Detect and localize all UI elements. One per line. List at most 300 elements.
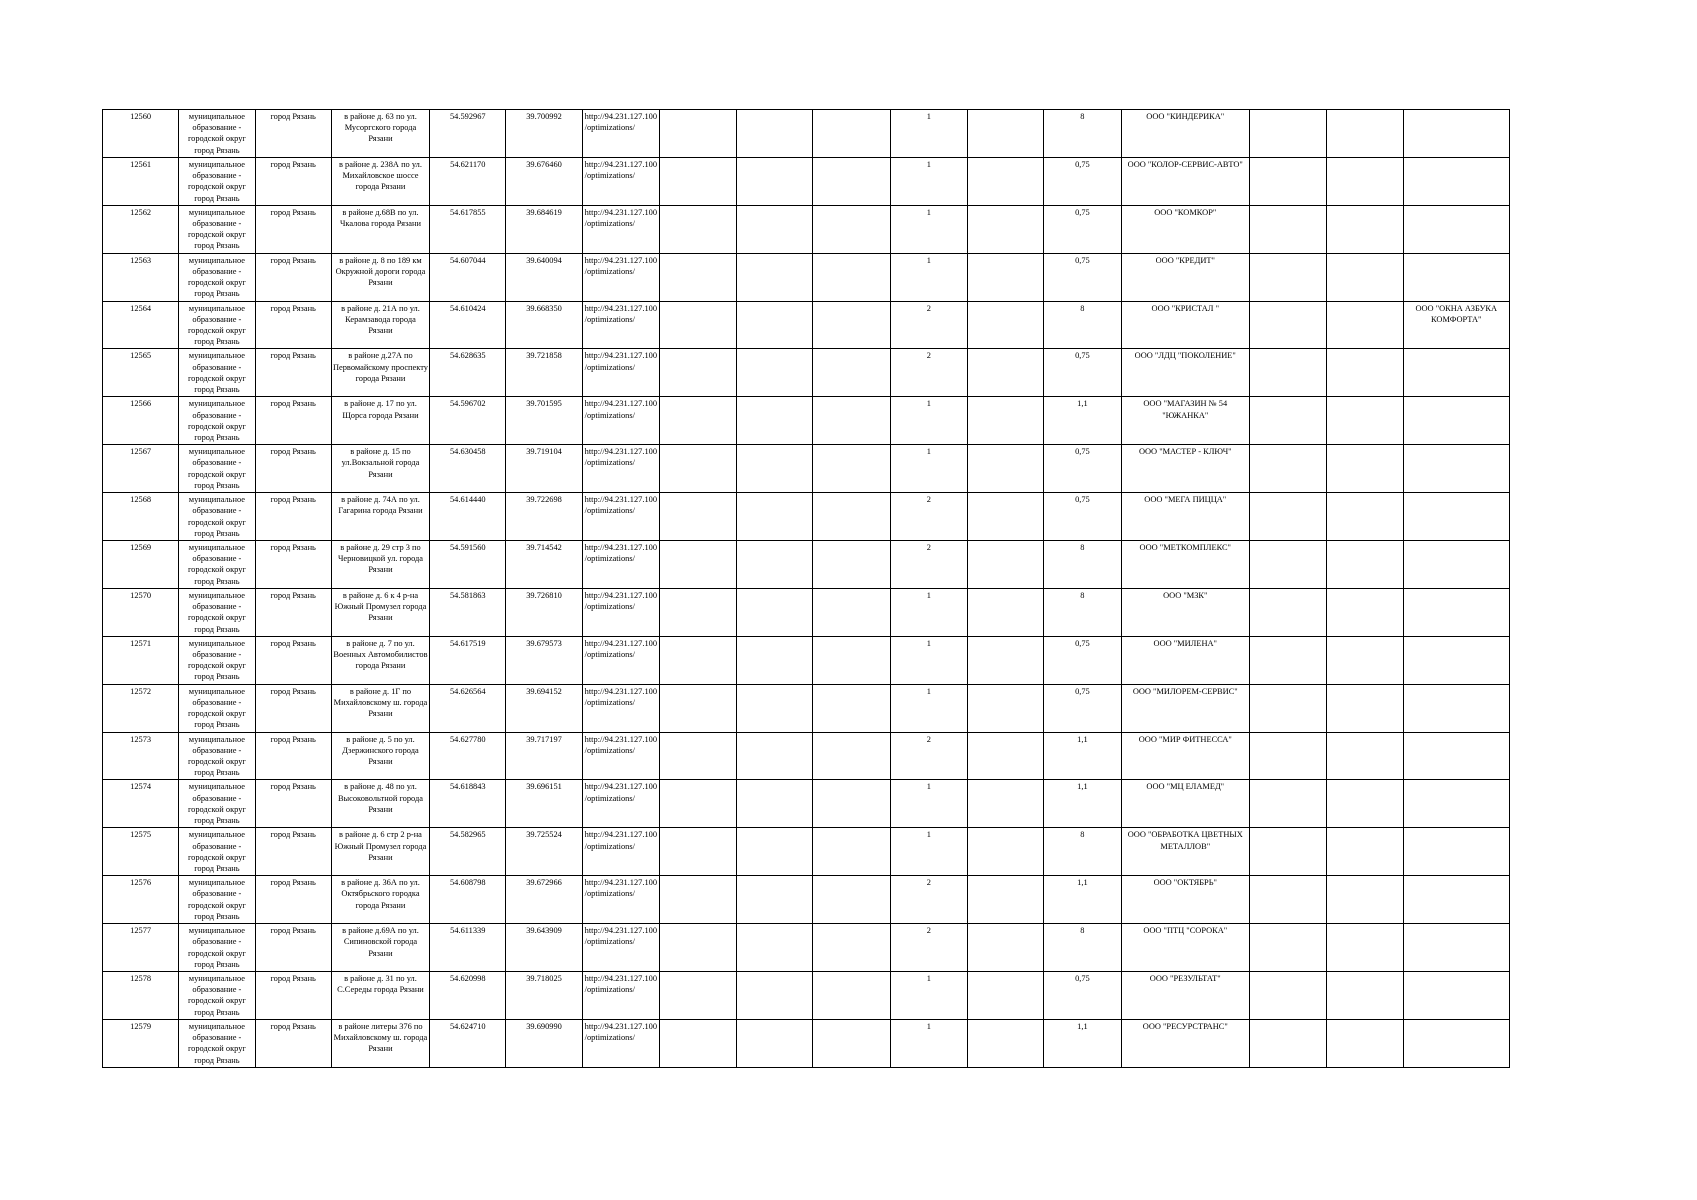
empty-cell (813, 157, 890, 205)
empty-cell (737, 253, 813, 301)
latitude-cell: 54.624710 (430, 1019, 506, 1067)
additional-organization-cell (1403, 780, 1509, 828)
empty-cell (813, 110, 890, 158)
municipality-cell: муниципальное образование - городской округ город Рязань (179, 684, 255, 732)
url-cell: http://94.231.127.100/optimizations/ (582, 732, 659, 780)
volume-cell: 8 (1044, 541, 1121, 589)
empty-cell (968, 924, 1044, 972)
table-row (103, 397, 1510, 445)
municipality-cell: муниципальное образование - городской округ город Рязань (179, 253, 255, 301)
empty-cell (968, 110, 1044, 158)
row-id-cell: 12573 (103, 732, 179, 780)
empty-cell (1327, 636, 1403, 684)
empty-cell (968, 493, 1044, 541)
row-id-cell: 12568 (103, 493, 179, 541)
latitude-cell: 54.592967 (430, 110, 506, 158)
organization-cell: ООО "МИЛОРЕМ-СЕРВИС" (1121, 684, 1249, 732)
longitude-cell: 39.684619 (506, 205, 582, 253)
latitude-cell: 54.596702 (430, 397, 506, 445)
address-cell: в районе д. 1Г по Михайловскому ш. города Рязани (331, 684, 429, 732)
city-cell: город Рязань (255, 157, 331, 205)
url-cell: http://94.231.127.100/optimizations/ (582, 636, 659, 684)
empty-cell (737, 541, 813, 589)
table-row (103, 972, 1510, 1020)
address-cell: в районе д.69А по ул. Сипиновской города Рязани (331, 924, 429, 972)
municipality-cell: муниципальное образование - городской округ город Рязань (179, 780, 255, 828)
address-cell: в районе д. 6 к 4 р-на Южный Промузел города Рязани (331, 588, 429, 636)
empty-cell (813, 972, 890, 1020)
address-cell: в районе д. 17 по ул. Щорса города Рязани (331, 397, 429, 445)
city-cell: город Рязань (255, 972, 331, 1020)
row-id-cell: 12565 (103, 349, 179, 397)
container-count-cell: 1 (890, 588, 967, 636)
volume-cell: 8 (1044, 828, 1121, 876)
empty-cell (1327, 397, 1403, 445)
empty-cell (1249, 684, 1326, 732)
empty-cell (737, 493, 813, 541)
municipality-cell: муниципальное образование - городской округ город Рязань (179, 636, 255, 684)
empty-cell (813, 1019, 890, 1067)
city-cell: город Рязань (255, 541, 331, 589)
empty-cell (1249, 972, 1326, 1020)
longitude-cell: 39.694152 (506, 684, 582, 732)
container-count-cell: 2 (890, 876, 967, 924)
municipality-cell: муниципальное образование - городской округ город Рязань (179, 445, 255, 493)
organization-cell: ООО "ЛДЦ "ПОКОЛЕНИЕ" (1121, 349, 1249, 397)
empty-cell (659, 684, 736, 732)
empty-cell (1327, 876, 1403, 924)
longitude-cell: 39.690990 (506, 1019, 582, 1067)
organization-cell: ООО "ОБРАБОТКА ЦВЕТНЫХ МЕТАЛЛОВ" (1121, 828, 1249, 876)
address-cell: в районе д. 8 по 189 км Окружной дороги города Рязани (331, 253, 429, 301)
empty-cell (737, 924, 813, 972)
table-row (103, 684, 1510, 732)
empty-cell (659, 110, 736, 158)
row-id-cell: 12560 (103, 110, 179, 158)
latitude-cell: 54.591560 (430, 541, 506, 589)
row-id-cell: 12563 (103, 253, 179, 301)
empty-cell (1327, 110, 1403, 158)
volume-cell: 0,75 (1044, 157, 1121, 205)
volume-cell: 0,75 (1044, 493, 1121, 541)
longitude-cell: 39.701595 (506, 397, 582, 445)
municipality-cell: муниципальное образование - городской округ город Рязань (179, 972, 255, 1020)
url-cell: http://94.231.127.100/optimizations/ (582, 972, 659, 1020)
address-cell: в районе д.27А по Первомайскому проспекту города Рязани (331, 349, 429, 397)
latitude-cell: 54.608798 (430, 876, 506, 924)
additional-organization-cell (1403, 732, 1509, 780)
empty-cell (968, 205, 1044, 253)
latitude-cell: 54.627780 (430, 732, 506, 780)
municipality-cell: муниципальное образование - городской округ город Рязань (179, 301, 255, 349)
empty-cell (968, 636, 1044, 684)
municipality-cell: муниципальное образование - городской округ город Рязань (179, 588, 255, 636)
empty-cell (737, 588, 813, 636)
latitude-cell: 54.617855 (430, 205, 506, 253)
longitude-cell: 39.714542 (506, 541, 582, 589)
row-id-cell: 12576 (103, 876, 179, 924)
empty-cell (737, 684, 813, 732)
empty-cell (659, 972, 736, 1020)
url-cell: http://94.231.127.100/optimizations/ (582, 924, 659, 972)
longitude-cell: 39.721858 (506, 349, 582, 397)
volume-cell: 1,1 (1044, 876, 1121, 924)
longitude-cell: 39.718025 (506, 972, 582, 1020)
table-row (103, 588, 1510, 636)
url-cell: http://94.231.127.100/optimizations/ (582, 541, 659, 589)
empty-cell (968, 876, 1044, 924)
row-id-cell: 12570 (103, 588, 179, 636)
longitude-cell: 39.717197 (506, 732, 582, 780)
empty-cell (737, 828, 813, 876)
empty-cell (659, 588, 736, 636)
empty-cell (737, 301, 813, 349)
row-id-cell: 12572 (103, 684, 179, 732)
organization-cell: ООО "КИНДЕРИКА" (1121, 110, 1249, 158)
container-count-cell: 2 (890, 732, 967, 780)
volume-cell: 8 (1044, 301, 1121, 349)
empty-cell (968, 828, 1044, 876)
empty-cell (737, 732, 813, 780)
row-id-cell: 12562 (103, 205, 179, 253)
organization-cell: ООО "МЕГА ПИЦЦА" (1121, 493, 1249, 541)
city-cell: город Рязань (255, 924, 331, 972)
organization-cell: ООО "РЕЗУЛЬТАТ" (1121, 972, 1249, 1020)
table-row (103, 780, 1510, 828)
additional-organization-cell (1403, 636, 1509, 684)
city-cell: город Рязань (255, 205, 331, 253)
empty-cell (968, 684, 1044, 732)
table-row (103, 301, 1510, 349)
empty-cell (659, 493, 736, 541)
url-cell: http://94.231.127.100/optimizations/ (582, 157, 659, 205)
latitude-cell: 54.628635 (430, 349, 506, 397)
url-cell: http://94.231.127.100/optimizations/ (582, 1019, 659, 1067)
empty-cell (1327, 445, 1403, 493)
address-cell: в районе д. 15 по ул.Вокзальной города Рязани (331, 445, 429, 493)
address-cell: в районе д. 21А по ул. Керамзавода города Рязани (331, 301, 429, 349)
empty-cell (1249, 253, 1326, 301)
volume-cell: 0,75 (1044, 972, 1121, 1020)
empty-cell (1249, 588, 1326, 636)
empty-cell (659, 732, 736, 780)
table-row (103, 732, 1510, 780)
latitude-cell: 54.617519 (430, 636, 506, 684)
city-cell: город Рязань (255, 828, 331, 876)
longitude-cell: 39.696151 (506, 780, 582, 828)
municipality-cell: муниципальное образование - городской округ город Рязань (179, 397, 255, 445)
city-cell: город Рязань (255, 876, 331, 924)
empty-cell (813, 301, 890, 349)
empty-cell (968, 588, 1044, 636)
city-cell: город Рязань (255, 588, 331, 636)
empty-cell (737, 636, 813, 684)
container-count-cell: 2 (890, 301, 967, 349)
empty-cell (659, 636, 736, 684)
organization-cell: ООО "ПТЦ "СОРОКА" (1121, 924, 1249, 972)
empty-cell (968, 732, 1044, 780)
address-cell: в районе д. 48 по ул. Высоковольтной города Рязани (331, 780, 429, 828)
address-cell: в районе литеры 376 по Михайловскому ш. города Рязани (331, 1019, 429, 1067)
table-row (103, 157, 1510, 205)
empty-cell (1249, 541, 1326, 589)
container-count-cell: 1 (890, 780, 967, 828)
additional-organization-cell (1403, 253, 1509, 301)
city-cell: город Рязань (255, 493, 331, 541)
address-cell: в районе д.68В по ул. Чкалова города Рязани (331, 205, 429, 253)
empty-cell (813, 349, 890, 397)
additional-organization-cell (1403, 828, 1509, 876)
empty-cell (659, 924, 736, 972)
table-row (103, 876, 1510, 924)
container-count-cell: 1 (890, 397, 967, 445)
address-cell: в районе д. 63 по ул. Мусоргского города Рязани (331, 110, 429, 158)
url-cell: http://94.231.127.100/optimizations/ (582, 110, 659, 158)
organization-cell: ООО "МЦ ЕЛАМЕД" (1121, 780, 1249, 828)
organization-cell: ООО "КОМКОР" (1121, 205, 1249, 253)
empty-cell (813, 876, 890, 924)
empty-cell (968, 972, 1044, 1020)
organization-cell: ООО "МИЛЕНА" (1121, 636, 1249, 684)
municipality-cell: муниципальное образование - городской округ город Рязань (179, 924, 255, 972)
empty-cell (813, 253, 890, 301)
city-cell: город Рязань (255, 684, 331, 732)
container-count-cell: 1 (890, 445, 967, 493)
additional-organization-cell (1403, 684, 1509, 732)
row-id-cell: 12567 (103, 445, 179, 493)
empty-cell (1327, 972, 1403, 1020)
municipality-cell: муниципальное образование - городской округ город Рязань (179, 157, 255, 205)
url-cell: http://94.231.127.100/optimizations/ (582, 684, 659, 732)
row-id-cell: 12566 (103, 397, 179, 445)
latitude-cell: 54.581863 (430, 588, 506, 636)
url-cell: http://94.231.127.100/optimizations/ (582, 876, 659, 924)
empty-cell (1249, 349, 1326, 397)
row-id-cell: 12569 (103, 541, 179, 589)
url-cell: http://94.231.127.100/optimizations/ (582, 253, 659, 301)
empty-cell (1249, 301, 1326, 349)
additional-organization-cell (1403, 493, 1509, 541)
longitude-cell: 39.700992 (506, 110, 582, 158)
container-count-cell: 1 (890, 1019, 967, 1067)
empty-cell (813, 828, 890, 876)
additional-organization-cell (1403, 445, 1509, 493)
municipality-cell: муниципальное образование - городской округ город Рязань (179, 349, 255, 397)
municipality-cell: муниципальное образование - городской округ город Рязань (179, 828, 255, 876)
latitude-cell: 54.611339 (430, 924, 506, 972)
empty-cell (1249, 924, 1326, 972)
empty-cell (1249, 636, 1326, 684)
organization-cell: ООО "МЗК" (1121, 588, 1249, 636)
empty-cell (1249, 876, 1326, 924)
container-count-cell: 2 (890, 541, 967, 589)
container-count-cell: 2 (890, 349, 967, 397)
volume-cell: 1,1 (1044, 780, 1121, 828)
additional-organization-cell (1403, 205, 1509, 253)
volume-cell: 0,75 (1044, 684, 1121, 732)
address-cell: в районе д. 74А по ул. Гагарина города Рязани (331, 493, 429, 541)
row-id-cell: 12575 (103, 828, 179, 876)
empty-cell (1249, 110, 1326, 158)
empty-cell (737, 157, 813, 205)
additional-organization-cell (1403, 349, 1509, 397)
empty-cell (1327, 1019, 1403, 1067)
latitude-cell: 54.620998 (430, 972, 506, 1020)
empty-cell (737, 780, 813, 828)
empty-cell (737, 349, 813, 397)
table-row (103, 636, 1510, 684)
longitude-cell: 39.640094 (506, 253, 582, 301)
row-id-cell: 12561 (103, 157, 179, 205)
municipality-cell: муниципальное образование - городской округ город Рязань (179, 876, 255, 924)
empty-cell (1249, 445, 1326, 493)
empty-cell (659, 1019, 736, 1067)
url-cell: http://94.231.127.100/optimizations/ (582, 780, 659, 828)
address-cell: в районе д. 5 по ул. Дзержинского города Рязани (331, 732, 429, 780)
longitude-cell: 39.719104 (506, 445, 582, 493)
row-id-cell: 12578 (103, 972, 179, 1020)
row-id-cell: 12571 (103, 636, 179, 684)
empty-cell (813, 205, 890, 253)
url-cell: http://94.231.127.100/optimizations/ (582, 588, 659, 636)
latitude-cell: 54.618843 (430, 780, 506, 828)
volume-cell: 1,1 (1044, 732, 1121, 780)
longitude-cell: 39.722698 (506, 493, 582, 541)
container-count-cell: 1 (890, 253, 967, 301)
organization-cell: ООО "МИР ФИТНЕССА" (1121, 732, 1249, 780)
organization-cell: ООО "КОЛОР-СЕРВИС-АВТО" (1121, 157, 1249, 205)
empty-cell (813, 397, 890, 445)
organization-cell: ООО "ОКТЯБРЬ" (1121, 876, 1249, 924)
empty-cell (659, 205, 736, 253)
empty-cell (1249, 157, 1326, 205)
empty-cell (813, 780, 890, 828)
empty-cell (813, 493, 890, 541)
empty-cell (1327, 253, 1403, 301)
empty-cell (968, 349, 1044, 397)
empty-cell (813, 636, 890, 684)
municipality-cell: муниципальное образование - городской округ город Рязань (179, 732, 255, 780)
empty-cell (968, 157, 1044, 205)
organization-cell: ООО "МАСТЕР - КЛЮЧ" (1121, 445, 1249, 493)
empty-cell (737, 110, 813, 158)
empty-cell (737, 445, 813, 493)
empty-cell (737, 1019, 813, 1067)
table-row (103, 828, 1510, 876)
empty-cell (659, 876, 736, 924)
latitude-cell: 54.607044 (430, 253, 506, 301)
url-cell: http://94.231.127.100/optimizations/ (582, 397, 659, 445)
empty-cell (1327, 157, 1403, 205)
container-count-cell: 1 (890, 828, 967, 876)
empty-cell (659, 445, 736, 493)
latitude-cell: 54.582965 (430, 828, 506, 876)
empty-cell (737, 972, 813, 1020)
volume-cell: 0,75 (1044, 445, 1121, 493)
empty-cell (1327, 493, 1403, 541)
table-row (103, 349, 1510, 397)
latitude-cell: 54.614440 (430, 493, 506, 541)
empty-cell (1327, 924, 1403, 972)
additional-organization-cell (1403, 1019, 1509, 1067)
empty-cell (968, 397, 1044, 445)
container-count-cell: 1 (890, 110, 967, 158)
municipality-cell: муниципальное образование - городской округ город Рязань (179, 493, 255, 541)
empty-cell (1327, 349, 1403, 397)
empty-cell (813, 588, 890, 636)
volume-cell: 0,75 (1044, 636, 1121, 684)
container-count-cell: 1 (890, 684, 967, 732)
empty-cell (813, 541, 890, 589)
empty-cell (1327, 301, 1403, 349)
table-body (103, 110, 1510, 1068)
empty-cell (1249, 1019, 1326, 1067)
container-count-cell: 1 (890, 972, 967, 1020)
empty-cell (1327, 780, 1403, 828)
table-row (103, 110, 1510, 158)
row-id-cell: 12577 (103, 924, 179, 972)
address-cell: в районе д. 6 стр 2 р-на Южный Промузел города Рязани (331, 828, 429, 876)
empty-cell (659, 157, 736, 205)
empty-cell (1327, 828, 1403, 876)
empty-cell (1327, 205, 1403, 253)
volume-cell: 0,75 (1044, 349, 1121, 397)
volume-cell: 1,1 (1044, 1019, 1121, 1067)
volume-cell: 0,75 (1044, 253, 1121, 301)
organization-cell: ООО "КРЕДИТ" (1121, 253, 1249, 301)
table-row (103, 253, 1510, 301)
longitude-cell: 39.672966 (506, 876, 582, 924)
container-count-cell: 2 (890, 493, 967, 541)
municipality-cell: муниципальное образование - городской округ город Рязань (179, 110, 255, 158)
longitude-cell: 39.643909 (506, 924, 582, 972)
address-cell: в районе д. 7 по ул. Военных Автомобилистов города Рязани (331, 636, 429, 684)
empty-cell (737, 205, 813, 253)
empty-cell (1327, 541, 1403, 589)
additional-organization-cell (1403, 110, 1509, 158)
container-count-cell: 1 (890, 205, 967, 253)
table-row (103, 205, 1510, 253)
longitude-cell: 39.726810 (506, 588, 582, 636)
additional-organization-cell (1403, 924, 1509, 972)
table-row (103, 445, 1510, 493)
empty-cell (659, 349, 736, 397)
city-cell: город Рязань (255, 732, 331, 780)
city-cell: город Рязань (255, 780, 331, 828)
additional-organization-cell (1403, 541, 1509, 589)
address-cell: в районе д. 29 стр 3 по Черновицкой ул. города Рязани (331, 541, 429, 589)
city-cell: город Рязань (255, 253, 331, 301)
registry-table (102, 109, 1510, 1068)
empty-cell (659, 828, 736, 876)
empty-cell (813, 684, 890, 732)
empty-cell (968, 301, 1044, 349)
empty-cell (968, 1019, 1044, 1067)
municipality-cell: муниципальное образование - городской округ город Рязань (179, 541, 255, 589)
latitude-cell: 54.630458 (430, 445, 506, 493)
empty-cell (1249, 732, 1326, 780)
empty-cell (659, 541, 736, 589)
city-cell: город Рязань (255, 349, 331, 397)
empty-cell (813, 732, 890, 780)
city-cell: город Рязань (255, 636, 331, 684)
table-row (103, 541, 1510, 589)
volume-cell: 8 (1044, 110, 1121, 158)
empty-cell (1249, 493, 1326, 541)
longitude-cell: 39.725524 (506, 828, 582, 876)
additional-organization-cell (1403, 972, 1509, 1020)
organization-cell: ООО "МЕТКОМПЛЕКС" (1121, 541, 1249, 589)
